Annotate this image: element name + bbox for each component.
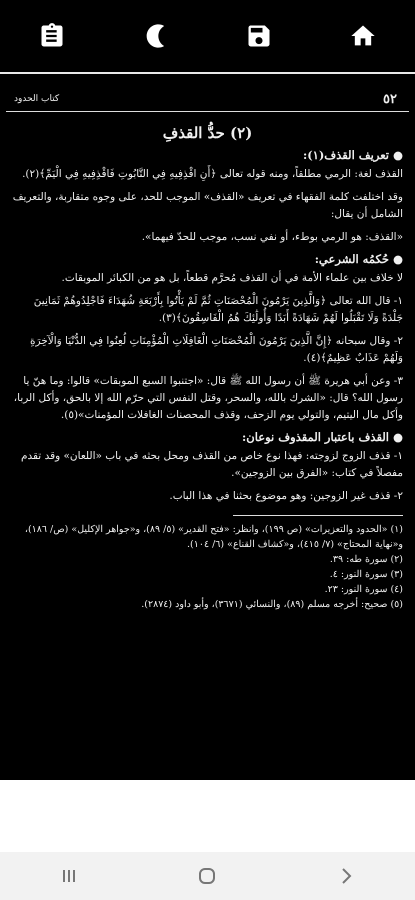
type-2: ٢- قذف غير الزوجين: وهو موضوع بحثنا في هذا الباب. xyxy=(169,490,403,502)
moon-icon xyxy=(142,22,170,50)
footnote: (٥) صحيح: أخرجه مسلم (٨٩)، والنسائي (٣٦٧١)، وأبو داود (٢٨٧٤). xyxy=(141,599,403,610)
book-title: كتاب الحدود xyxy=(14,94,60,104)
toolbar-divider xyxy=(0,72,415,74)
page-header xyxy=(10,92,405,110)
definition-quote: «القذف: هو الرمي بوطء، أو نفي نسب، موجب للحدّ فيهما». xyxy=(141,231,403,243)
home-circle-icon xyxy=(197,866,217,886)
recent-apps-button[interactable] xyxy=(39,856,99,896)
back-button[interactable] xyxy=(316,856,376,896)
home-icon xyxy=(349,22,377,50)
clipboard-icon xyxy=(38,22,66,50)
ruling-text: لا خلاف بين علماء الأمة في أن القذف مُحرَّم قطعاً، بل هو من الكبائر الموبقات. xyxy=(61,272,403,284)
ruling-evidence-2: ٢- وقال سبحانه ﴿إِنَّ الَّذِينَ يَرْمُونَ الْمُحْصَنَاتِ الْغَافِلَاتِ الْمُؤْمِنَاتِ لُعِنُوا فِي الدُّنْيَا وَالْآخِرَةِ وَلَهُمْ عَذَابٌ عَظِيمٌ﴾(٤). xyxy=(29,335,403,364)
page-number: ٥٢ xyxy=(383,92,397,107)
save-icon xyxy=(245,22,273,50)
footnote: (٤) سورة النور: ٢٣. xyxy=(324,584,403,595)
night-mode-button[interactable] xyxy=(132,12,180,60)
footnote: (٢) سورة طه: ٣٩. xyxy=(329,554,403,565)
definition-text: القذف لغة: الرمي مطلقاً، ومنه قوله تعالى ﴿أَنِ اقْذِفِيهِ فِي التَّابُوتِ فَاقْذِفِيهِ فِي الْيَمِّ﴾(٢). xyxy=(22,168,403,180)
footnote: (٣) سورة النور: ٤. xyxy=(329,569,403,580)
types-heading: ● القذف باعتبار المقذوف نوعان: xyxy=(242,430,403,444)
ruling-evidence-3: ٣- وعن أبي هريرة ﷺ أن رسول الله ﷺ قال: «اجتنبوا السبع الموبقات» قالوا: وما هنّ يا رسول الله؟ قال: «الشرك بالله، والسحر، وقتل النفس التي حرّم الله إلا بالحق، وأكل الربا، وأكل مال اليتيم، والتولي يوم الزحف، وقذف المحصنات الغافلات المؤمنات»(٥). xyxy=(13,375,403,421)
page-content xyxy=(12,118,403,612)
header-rule xyxy=(6,111,409,112)
system-home-button[interactable] xyxy=(177,856,237,896)
chapter-title: (٢) حدُّ القذفِ xyxy=(162,124,253,142)
book-page[interactable] xyxy=(0,80,415,780)
type-1: ١- قذف الزوج لزوجته: فهذا نوع خاص من القذف ومحل بحثه في باب «اللعان» وقد تقدم مفصلاً في كتاب: «الفرق بين الزوجين». xyxy=(20,450,403,479)
system-nav-bar xyxy=(0,852,415,900)
save-button[interactable] xyxy=(235,12,283,60)
back-chevron-icon xyxy=(336,866,356,886)
ruling-evidence-1: ١- قال الله تعالى ﴿وَالَّذِينَ يَرْمُونَ الْمُحْصَنَاتِ ثُمَّ لَمْ يَأْتُوا بِأَرْبَعَةِ شُهَدَاءَ فَاجْلِدُوهُمْ ثَمَانِينَ جَلْدَةً وَلَا تَقْبَلُوا لَهُمْ شَهَادَةً أَبَدًا وَأُولَٰئِكَ هُمُ الْفَاسِقُونَ﴾(٣). xyxy=(33,295,403,324)
clipboard-button[interactable] xyxy=(28,12,76,60)
footnote-rule xyxy=(233,515,403,516)
top-toolbar xyxy=(0,0,415,72)
ruling-heading: ● حُكمُه الشرعي: xyxy=(314,252,403,266)
footnote: (١) «الحدود والتعزيرات» (ص ١٩٩)، وانظر: «فتح القدير» (٥/ ٨٩)، و«جواهر الإكليل» (ص/ ١٨٦)، و«نهاية المحتاج» (٧/ ٤١٥)، و«كشاف القناع» (٦/ ١٠٤). xyxy=(24,524,403,550)
home-button[interactable] xyxy=(339,12,387,60)
definition-text-2: وقد اختلفت كلمة الفقهاء في تعريف «القذف» الموجب للحد، على وجوه متقاربة، والتعريف الشامل أن يقال: xyxy=(12,191,403,220)
blank-area xyxy=(0,780,415,852)
recent-apps-icon xyxy=(59,866,79,886)
definition-heading: ● تعريف القذف(١): xyxy=(302,148,403,162)
